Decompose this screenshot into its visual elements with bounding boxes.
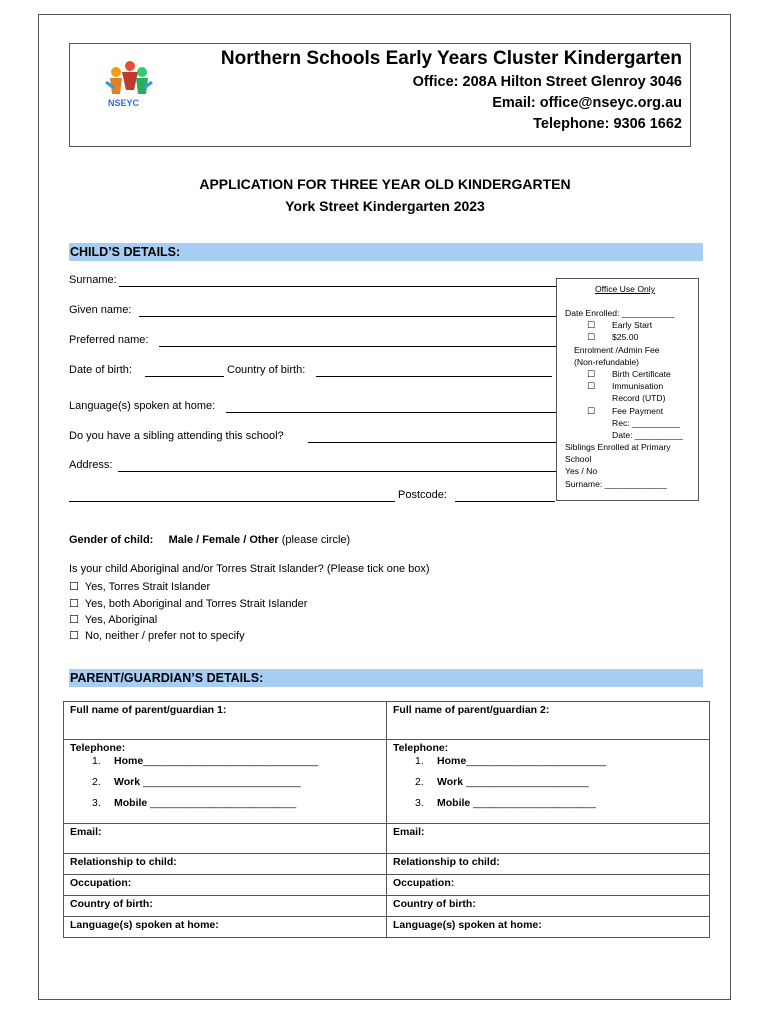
checkbox-icon[interactable]: ☐ [587, 332, 596, 342]
aboriginal-question: Is your child Aboriginal and/or Torres Strait Islander? (Please tick one box) [69, 563, 430, 575]
parent1-country-cell[interactable]: Country of birth: [64, 896, 387, 917]
checkbox-icon[interactable]: ☐ [587, 406, 596, 416]
home-phone-field[interactable]: ________________________ [466, 755, 607, 767]
aboriginal-option[interactable]: ☐ No, neither / prefer not to specify [69, 630, 245, 642]
date-enrolled: Date Enrolled: ___________ [565, 308, 675, 318]
office-telephone: Telephone: 9306 1662 [533, 116, 682, 132]
mobile-phone-field[interactable]: _____________________ [470, 797, 596, 809]
work-phone-field[interactable]: _____________________ [463, 776, 589, 788]
aboriginal-option[interactable]: ☐ Yes, Aboriginal [69, 614, 158, 626]
aboriginal-option[interactable]: ☐ Yes, both Aboriginal and Torres Strait Islander [69, 598, 308, 610]
address-label: Address: [69, 459, 113, 471]
preferred-name-label: Preferred name: [69, 334, 149, 346]
enrolment-fee-label: Enrolment /Admin Fee [574, 345, 660, 355]
parent2-relationship-cell[interactable]: Relationship to child: [387, 854, 710, 875]
parent1-occupation-cell[interactable]: Occupation: [64, 875, 387, 896]
parent1-language-cell[interactable]: Language(s) spoken at home: [64, 917, 387, 938]
mobile-label: Mobile [437, 797, 471, 809]
work-label: Work [437, 776, 464, 788]
record-label: Record (UTD) [612, 393, 666, 403]
home-label: Home [114, 755, 144, 767]
telephone-label: Telephone: [393, 742, 449, 754]
header-box [69, 43, 691, 147]
parent2-name-cell[interactable]: Full name of parent/guardian 2: [387, 702, 710, 740]
postcode-label: Postcode: [398, 489, 447, 501]
sibling-field[interactable] [308, 442, 556, 443]
parent1-email-cell[interactable]: Email: [64, 824, 387, 854]
language-label: Language(s) spoken at home: [69, 400, 216, 412]
immunisation-label: Immunisation [612, 381, 664, 391]
work-phone-field[interactable]: ___________________________ [140, 776, 301, 788]
work-label: Work [114, 776, 141, 788]
amount-label: $25.00 [612, 332, 639, 342]
checkbox-icon[interactable]: ☐ [69, 614, 79, 626]
checkbox-icon[interactable]: ☐ [587, 369, 596, 379]
office-email: Email: office@nseyc.org.au [492, 95, 682, 111]
office-use-title: Office Use Only [595, 284, 656, 294]
address-line-2-field[interactable] [69, 501, 395, 502]
language-field[interactable] [226, 412, 556, 413]
parent1-relationship-cell[interactable]: Relationship to child: [64, 854, 387, 875]
sibling-label: Do you have a sibling attending this school? [69, 430, 284, 442]
given-name-label: Given name: [69, 304, 132, 316]
dob-field[interactable] [145, 376, 224, 377]
parent2-language-cell[interactable]: Language(s) spoken at home: [387, 917, 710, 938]
parent1-telephone-cell: Telephone: 1. Home ______________________________ 2. Work ___________________________ 3. Mobile _________________________ [64, 740, 387, 824]
non-refundable-label: (Non-refundable) [574, 357, 639, 367]
gender-label: Gender of child: [69, 534, 154, 546]
date-label: Date: __________ [612, 430, 683, 440]
checkbox-icon[interactable]: ☐ [69, 630, 79, 642]
org-name: Northern Schools Early Years Cluster Kindergarten [220, 48, 682, 69]
aboriginal-option[interactable]: ☐ Yes, Torres Strait Islander [69, 581, 211, 593]
preferred-name-field[interactable] [159, 346, 556, 347]
office-address: Office: 208A Hilton Street Glenroy 3046 [412, 74, 682, 90]
parent1-name-cell[interactable]: Full name of parent/guardian 1: [64, 702, 387, 740]
parent2-email-cell[interactable]: Email: [387, 824, 710, 854]
home-phone-field[interactable]: ______________________________ [143, 755, 319, 767]
office-use-box [556, 278, 699, 501]
logo-text: NSEYC [108, 98, 140, 108]
checkbox-icon[interactable]: ☐ [587, 320, 596, 330]
postcode-field[interactable] [455, 501, 555, 502]
surname-label: Surname: [69, 274, 117, 286]
office-surname-label: Surname: _____________ [565, 479, 667, 489]
surname-field[interactable] [119, 286, 556, 287]
mobile-label: Mobile [114, 797, 148, 809]
fee-payment-label: Fee Payment [612, 406, 664, 416]
checkbox-icon[interactable]: ☐ [69, 581, 79, 593]
parent-details-heading: PARENT/GUARDIAN’S DETAILS: [69, 669, 703, 687]
checkbox-icon[interactable]: ☐ [587, 381, 596, 391]
parent2-telephone-cell: Telephone: 1. Home ________________________ 2. Work _____________________ 3. Mobile _____________________ [387, 740, 710, 824]
parent2-country-cell[interactable]: Country of birth: [387, 896, 710, 917]
parent2-occupation-cell[interactable]: Occupation: [387, 875, 710, 896]
form-title: APPLICATION FOR THREE YEAR OLD KINDERGARTEN [199, 176, 571, 192]
yes-no-label: Yes / No [565, 466, 598, 476]
siblings-label: Siblings Enrolled at Primary [565, 442, 671, 452]
gender-note: (please circle) [281, 534, 351, 546]
mobile-phone-field[interactable]: _________________________ [147, 797, 297, 809]
home-label: Home [437, 755, 467, 767]
country-field[interactable] [316, 376, 552, 377]
telephone-label: Telephone: [70, 742, 126, 754]
early-start-label: Early Start [612, 320, 653, 330]
given-name-field[interactable] [139, 316, 556, 317]
school-label: School [565, 454, 592, 464]
birth-cert-label: Birth Certificate [612, 369, 671, 379]
rec-label: Rec: __________ [612, 418, 680, 428]
gender-options[interactable]: Male / Female / Other [168, 534, 279, 546]
form-subtitle: York Street Kindergarten 2023 [285, 198, 485, 214]
child-details-heading: CHILD’S DETAILS: [69, 243, 703, 261]
checkbox-icon[interactable]: ☐ [69, 598, 79, 610]
address-field[interactable] [118, 471, 556, 472]
parent-table [63, 701, 710, 938]
country-label: Country of birth: [227, 364, 306, 376]
dob-label: Date of birth: [69, 364, 132, 376]
